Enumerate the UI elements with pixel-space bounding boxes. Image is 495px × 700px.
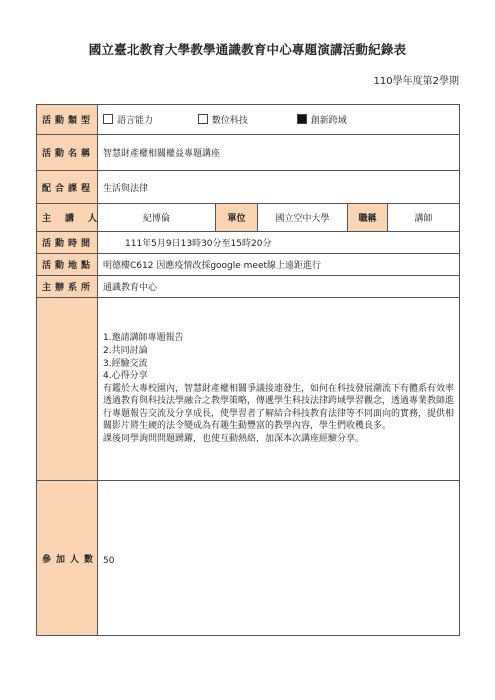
organizer-label: 主辦系所	[37, 276, 98, 298]
row-activity-name	[37, 135, 460, 171]
location-value: 明德樓C612 因應疫情改採google meet線上遠距進行	[98, 254, 460, 276]
course-value: 生活與法律	[98, 171, 460, 204]
activity-record-table	[36, 104, 460, 636]
activity-name-label: 活動名稱	[37, 135, 98, 171]
option-language-label: 語言能力	[117, 116, 154, 126]
speaker-name: 紀博倫	[98, 204, 216, 232]
semester-label: 110學年度第2學期	[373, 76, 459, 87]
activity-type-label: 活動類型	[37, 105, 98, 135]
option-innovation-label: 創新跨域	[310, 116, 347, 126]
row-course	[37, 171, 460, 204]
row-content	[37, 298, 460, 481]
organizer-value: 通識教育中心	[98, 276, 460, 298]
checkbox-empty-icon[interactable]	[103, 114, 113, 124]
unit-value: 國立空中大學	[258, 204, 348, 232]
unit-label: 單位	[216, 204, 258, 232]
course-label: 配合課程	[37, 171, 98, 204]
job-title-label: 職稱	[348, 204, 388, 232]
content-item: 3.經驗交流	[103, 358, 148, 369]
speaker-label: 主講人	[37, 204, 98, 232]
form-title: 國立臺北教育大學教學通識教育中心專題演講活動紀錄表	[88, 42, 407, 57]
option-language[interactable]	[103, 113, 195, 126]
row-activity-type	[37, 105, 460, 135]
content-item: 1.邀請講師專題報告	[103, 333, 184, 344]
time-value: 111年5月9日13時30分至15時20分	[98, 232, 460, 254]
location-label: 活動地點	[37, 254, 98, 276]
row-participants	[37, 481, 460, 636]
row-organizer	[37, 276, 460, 298]
participants-label: 參加人數	[37, 481, 98, 636]
activity-name-value: 智慧財產權相關權益專題講座	[98, 135, 460, 171]
row-location	[37, 254, 460, 276]
checkbox-empty-icon[interactable]	[198, 114, 208, 124]
content-value	[98, 298, 460, 481]
content-paragraph: 課後同學詢問問題踴躍，也使互動熱絡，加深本次講座經驗分享。	[103, 434, 365, 445]
content-item: 2.共同討論	[103, 345, 148, 356]
content-label-cell	[37, 298, 98, 481]
time-label: 活動時間	[37, 232, 98, 254]
row-speaker	[37, 204, 460, 232]
option-digital[interactable]	[198, 113, 294, 126]
option-innovation[interactable]	[297, 113, 347, 126]
participants-value: 50	[98, 481, 460, 636]
content-item: 4.心得分享	[103, 371, 148, 382]
content-paragraph: 有鑑於大專校園內，智慧財產權相關爭議接連發生，如何在科技發展潮流下有體系有效率透過教育與科技法學融合之教學策略，傳遞學生科技法律跨域學習觀念，透過專業教師進行專題報告交流及分享成長，使學習者了解結合科技教育法律等不同面向的實務，提供相關影片將生硬的法令變成為有趣生動豐富的教學內容，學生們收穫良多。	[103, 383, 455, 432]
row-time	[37, 232, 460, 254]
option-digital-label: 數位科技	[211, 116, 248, 126]
activity-type-options	[98, 105, 460, 135]
checkbox-filled-icon[interactable]	[297, 114, 307, 124]
job-title-value: 講師	[388, 204, 460, 232]
